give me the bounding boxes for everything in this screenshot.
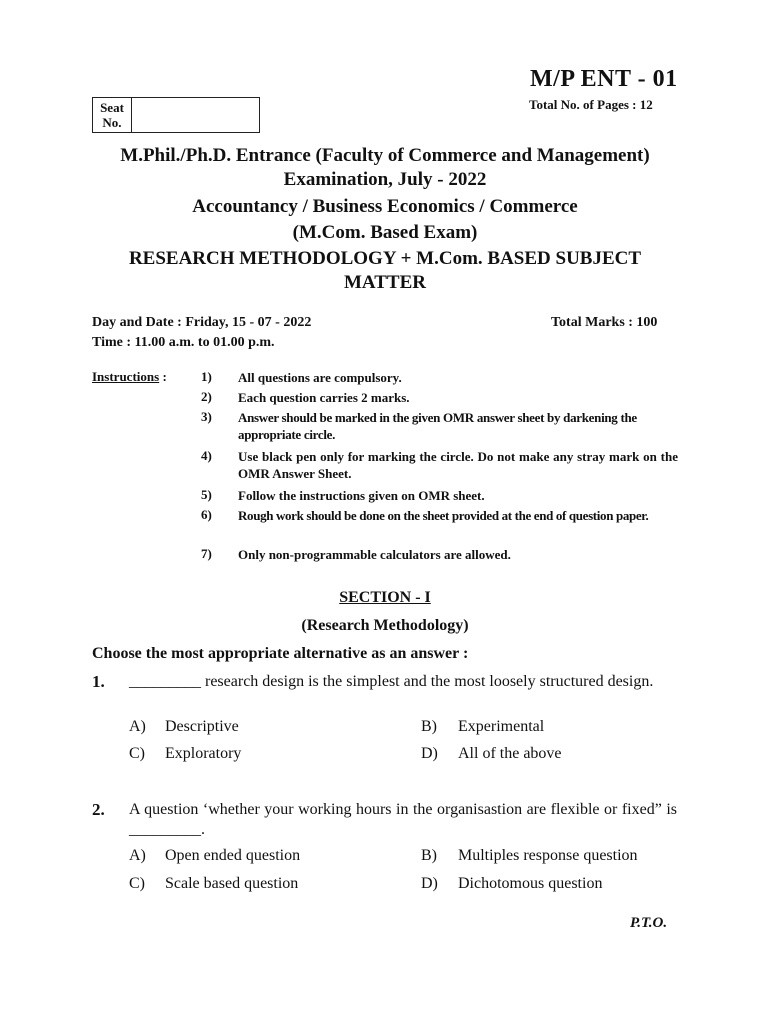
instruction-text: Follow the instructions given on OMR sheet. <box>238 488 485 503</box>
instructions-heading: Instructions : <box>92 369 167 384</box>
option-text: Experimental <box>458 718 545 735</box>
instruction-number: 4) <box>201 448 212 463</box>
option-text: Descriptive <box>165 718 239 735</box>
question-number: 1. <box>92 672 105 691</box>
instruction-text: Only non-programmable calculators are allowed. <box>238 547 511 562</box>
exam-time: Time : 11.00 a.m. to 01.00 p.m. <box>92 335 275 350</box>
option-text: Dichotomous question <box>458 875 603 892</box>
question-text: _________ research design is the simplest and the most loosely structured design. <box>129 673 654 690</box>
instruction-text: All questions are compulsory. <box>238 370 402 385</box>
option-text: Open ended question <box>165 847 301 864</box>
exam-title-line2: Examination, July - 2022 <box>283 169 487 190</box>
instruction-number: 2) <box>201 389 212 404</box>
option-text: Multiples response question <box>458 847 638 864</box>
instruction-text: Each question carries 2 marks. <box>238 390 410 405</box>
option-text: Scale based question <box>165 875 299 892</box>
section-instruction: Choose the most appropriate alternative as an answer : <box>92 645 469 662</box>
instruction-text: Rough work should be done on the sheet provided at the end of question paper. <box>238 508 649 523</box>
option-label: C) <box>129 745 145 762</box>
instruction-text: Answer should be marked in the given OMR answer sheet by darkening the appropriate circle. <box>238 410 637 442</box>
section-title: SECTION - I <box>339 589 431 606</box>
option-label: D) <box>421 745 438 762</box>
seat-number-field <box>132 98 259 132</box>
option-label: D) <box>421 875 438 892</box>
instruction-number: 7) <box>201 546 212 561</box>
paper-title-line1: RESEARCH METHODOLOGY + M.Com. BASED SUBJECT <box>128 248 642 269</box>
option-label: A) <box>129 718 146 735</box>
instruction-number: 5) <box>201 487 212 502</box>
total-pages: Total No. of Pages : 12 <box>529 97 653 112</box>
option-label: B) <box>421 847 437 864</box>
instruction-text: Use black pen only for marking the circle. Do not make any stray mark on the OMR Answer Sheet. <box>238 449 678 481</box>
exam-title-line1: M.Phil./Ph.D. Entrance (Faculty of Commerce and Management) <box>120 145 650 166</box>
please-turn-over: P.T.O. <box>630 915 668 931</box>
option-label: B) <box>421 718 437 735</box>
section-subtitle: (Research Methodology) <box>301 617 469 634</box>
instruction-number: 1) <box>201 369 212 384</box>
paper-title-line2: MATTER <box>344 272 426 293</box>
seat-number-label: Seat No. <box>93 98 132 132</box>
question-text: A question ‘whether your working hours in the organisastion are flexible or fixed” is _________. <box>129 801 677 838</box>
option-text: All of the above <box>458 745 562 762</box>
day-and-date: Day and Date : Friday, 15 - 07 - 2022 <box>92 315 312 330</box>
total-marks: Total Marks : 100 <box>551 315 658 330</box>
paper-code: M/P ENT - 01 <box>530 66 678 92</box>
exam-type-line: (M.Com. Based Exam) <box>292 222 478 243</box>
seat-number-box <box>92 97 260 133</box>
instruction-number: 6) <box>201 507 212 522</box>
option-text: Exploratory <box>165 745 242 762</box>
option-label: A) <box>129 847 146 864</box>
option-label: C) <box>129 875 145 892</box>
instruction-number: 3) <box>201 409 212 424</box>
question-number: 2. <box>92 800 105 819</box>
exam-subject-line: Accountancy / Business Economics / Commerce <box>192 196 578 217</box>
